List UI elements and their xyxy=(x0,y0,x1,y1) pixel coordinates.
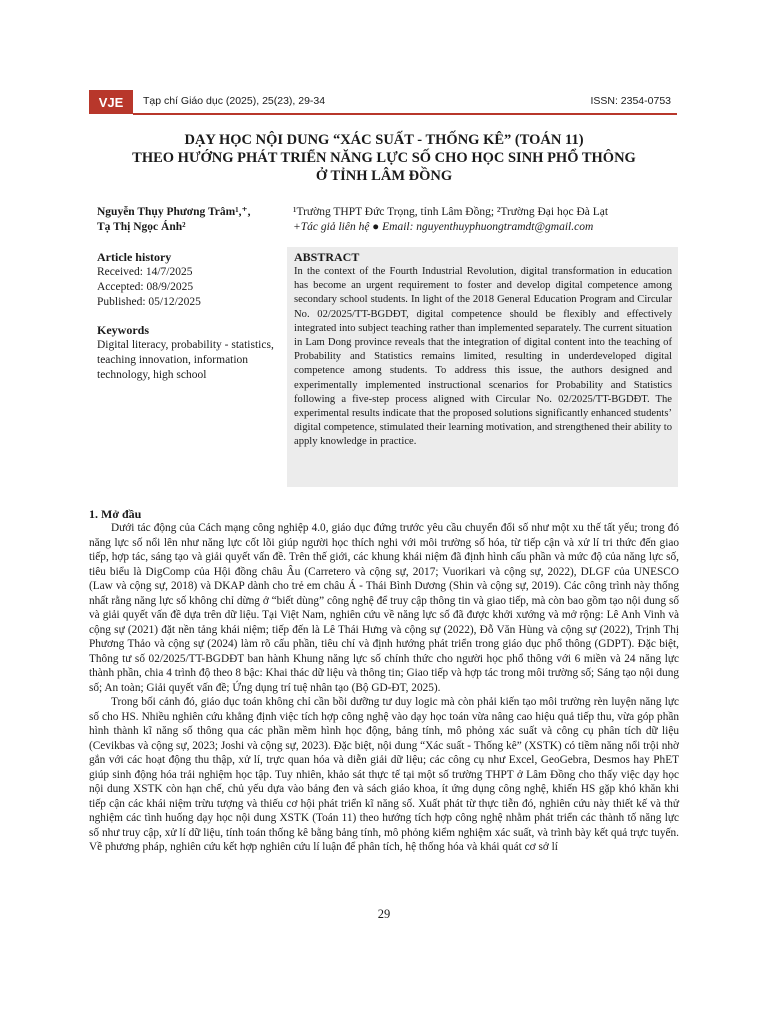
section-heading: 1. Mở đầu xyxy=(89,507,142,521)
keywords-block xyxy=(97,323,277,383)
journal-logo-badge: VJE xyxy=(89,90,133,114)
author-list xyxy=(97,205,287,235)
accepted-date: Accepted: 08/9/2025 xyxy=(97,281,194,293)
received-date: Received: 14/7/2025 xyxy=(97,266,193,278)
author-2: Tạ Thị Ngọc Ánh² xyxy=(97,221,186,233)
title-line-3: Ở TỈNH LÂM ĐỒNG xyxy=(315,168,453,184)
journal-citation: Tạp chí Giáo dục (2025), 25(23), 29-34 xyxy=(143,95,326,107)
title-line-1: DẠY HỌC NỘI DUNG “XÁC SUẤT - THỐNG KÊ” (TOÁN 11) xyxy=(184,132,584,148)
journal-header xyxy=(89,90,677,114)
keywords-text: Digital literacy, probability - statistics, teaching innovation, information technology, high school xyxy=(97,339,274,381)
corresponding-author-contact: +Tác giả liên hệ ● Email: nguyenthuyphuongtramdt@gmail.com xyxy=(293,221,594,233)
paragraph-1: Dưới tác động của Cách mạng công nghiệp 4.0, giáo dục đứng trước yêu cầu chuyển đổi số như một xu thế tất yếu; trong đó năng lực số nổi lên như năng lực cốt lõi giúp người học thích nghi với môi trường số hóa, từ tiếp cận và xử lí tri thức đến giao tiếp, hợp tác, sáng tạo và giải quyết vấn đề. Trên thế giới, các khung khái niệm đã định hình cấu phần và mức độ của năng lực số, tiêu biểu là DigComp của Hội đồng châu Âu (Carretero và cộng sự, 2017; Vuorikari và cộng sự, 2022), DLGF của UNESCO (Law và cộng sự, 2018) và DKAP dành cho trẻ em châu Á - Thái Bình Dương (Shin và cộng sự, 2019). Các công trình này thống nhất rằng năng lực số không chỉ dừng ở “biết dùng” công nghệ để truy cập thông tin và giao tiếp, mà còn bao gồm tạo nội dung số và giải quyết vấn đề dựa trên dữ liệu. Tại Việt Nam, nghiên cứu về năng lực số đã được khởi xướng và mở rộng: Lê Anh Vinh và cộng sự (2021) đặt nền tảng khái niệm; tiếp đến là Lê Thái Hưng và cộng sự (2022), Đỗ Văn Hùng và cộng sự (2022), Trịnh Thị Phương Thảo và cộng sự (2024) làm rõ cấu phần, tiêu chí và định hướng phát triển trong giáo dục phổ thông (GDPT). Đặc biệt, Thông tư số 02/2025/TT-BGDĐT ban hành Khung năng lực số chính thức cho người học phổ thông với 6 miền và 24 năng lực thành phần, chia 4 trình độ theo 8 bậc: Khai thác dữ liệu và thông tin; Giao tiếp và hợp tác trong môi trường số; Sáng tạo nội dung số; An toàn; Giải quyết vấn đề; Ứng dụng trí tuệ nhân tạo (Bộ GD-ĐT, 2025). xyxy=(89,522,679,694)
keywords-heading: Keywords xyxy=(97,323,149,337)
title-line-2: THEO HƯỚNG PHÁT TRIỂN NĂNG LỰC SỐ CHO HỌC SINH PHỔ THÔNG xyxy=(132,150,636,166)
article-history-heading: Article history xyxy=(97,250,172,264)
abstract-text: In the context of the Fourth Industrial Revolution, digital transformation in education has become an urgent requirement to foster and develop digital competence among secondary school students. In light of the 2018 General Education Program and Circular No. 02/2025/TT-BGDĐT, digital competence should be flexibly and effectively integrated into subject teaching rather than implemented separately. The current situation in Lam Dong province reveals that the integration of digital content into the teaching of Probability and Statistics remains limited, resulting in underdeveloped digital competence among students. To address this issue, the authors designed and experimentally implemented instructional scenarios for Probability and Statistics following a five-step process aligned with Circular No. 02/2025/TT-BGDĐT. The experimental results indicate that the proposed solutions significantly enhanced students’ digital competence, stimulated their learning motivation, and strengthened their ability to apply knowledge in practice. xyxy=(294,266,672,448)
abstract-heading: ABSTRACT xyxy=(294,250,360,264)
affiliations xyxy=(293,205,683,235)
published-date: Published: 05/12/2025 xyxy=(97,296,201,308)
affiliation-line: ¹Trường THPT Đức Trọng, tỉnh Lâm Đồng; ²Trường Đại học Đà Lạt xyxy=(293,206,609,218)
article-title xyxy=(89,131,679,185)
article-history xyxy=(97,250,277,310)
header-rule xyxy=(133,113,677,115)
journal-issn: ISSN: 2354-0753 xyxy=(590,95,671,107)
abstract-box xyxy=(287,247,678,487)
body-text xyxy=(89,521,679,855)
author-1: Nguyễn Thụy Phương Trâm¹,⁺, xyxy=(97,206,251,218)
paragraph-2: Trong bối cảnh đó, giáo dục toán không chỉ cần bồi dưỡng tư duy logic mà còn phải kiến tạo môi trường rèn luyện năng lực số cho HS. Nhiều nghiên cứu khẳng định việc tích hợp công nghệ vào dạy học toán vừa nâng cao hiệu quả tiếp thu, vừa góp phần hình thành kĩ năng số thông qua các phần mềm hình học động, bảng tính, mô phỏng xác suất và công cụ phân tích dữ liệu (Cevikbas và cộng sự, 2023; Joshi và cộng sự, 2023). Đặc biệt, nội dung “Xác suất - Thống kê” (XSTK) có tiềm năng nổi trội nhờ gắn với các hoạt động thu thập, xử lí, trực quan hóa và diễn giải dữ liệu; các công cụ như Excel, GeoGebra, Desmos hay PhET giúp sinh động hóa trải nghiệm học tập. Tuy nhiên, khảo sát thực tế tại một số trường THPT ở Lâm Đồng cho thấy việc dạy học nội dung XSTK còn hạn chế, chủ yếu dựa vào bảng đen và sách giáo khoa, ít ứng dụng công nghệ, khiến HS gặp khó khăn khi tiếp cận các khái niệm trừu tượng và thiếu cơ hội phát triển kĩ năng số. Xuất phát từ thực tiễn đó, nghiên cứu này thiết kế và thử nghiệm các tình huống dạy học nội dung XSTK (Toán 11) theo hướng tích hợp công nghệ nhằm phát triển các thành tố năng lực số như truy cập, xử lí dữ liệu, tính toán thống kê bằng bảng tính, mô phỏng kiểm nghiệm xác suất, và trình bày kết quả trực tuyến. Về phương pháp, nghiên cứu kết hợp nghiên cứu lí luận để phân tích, hệ thống hóa và khái quát cơ sở lí xyxy=(89,696,679,853)
page-number: 29 xyxy=(377,907,391,921)
